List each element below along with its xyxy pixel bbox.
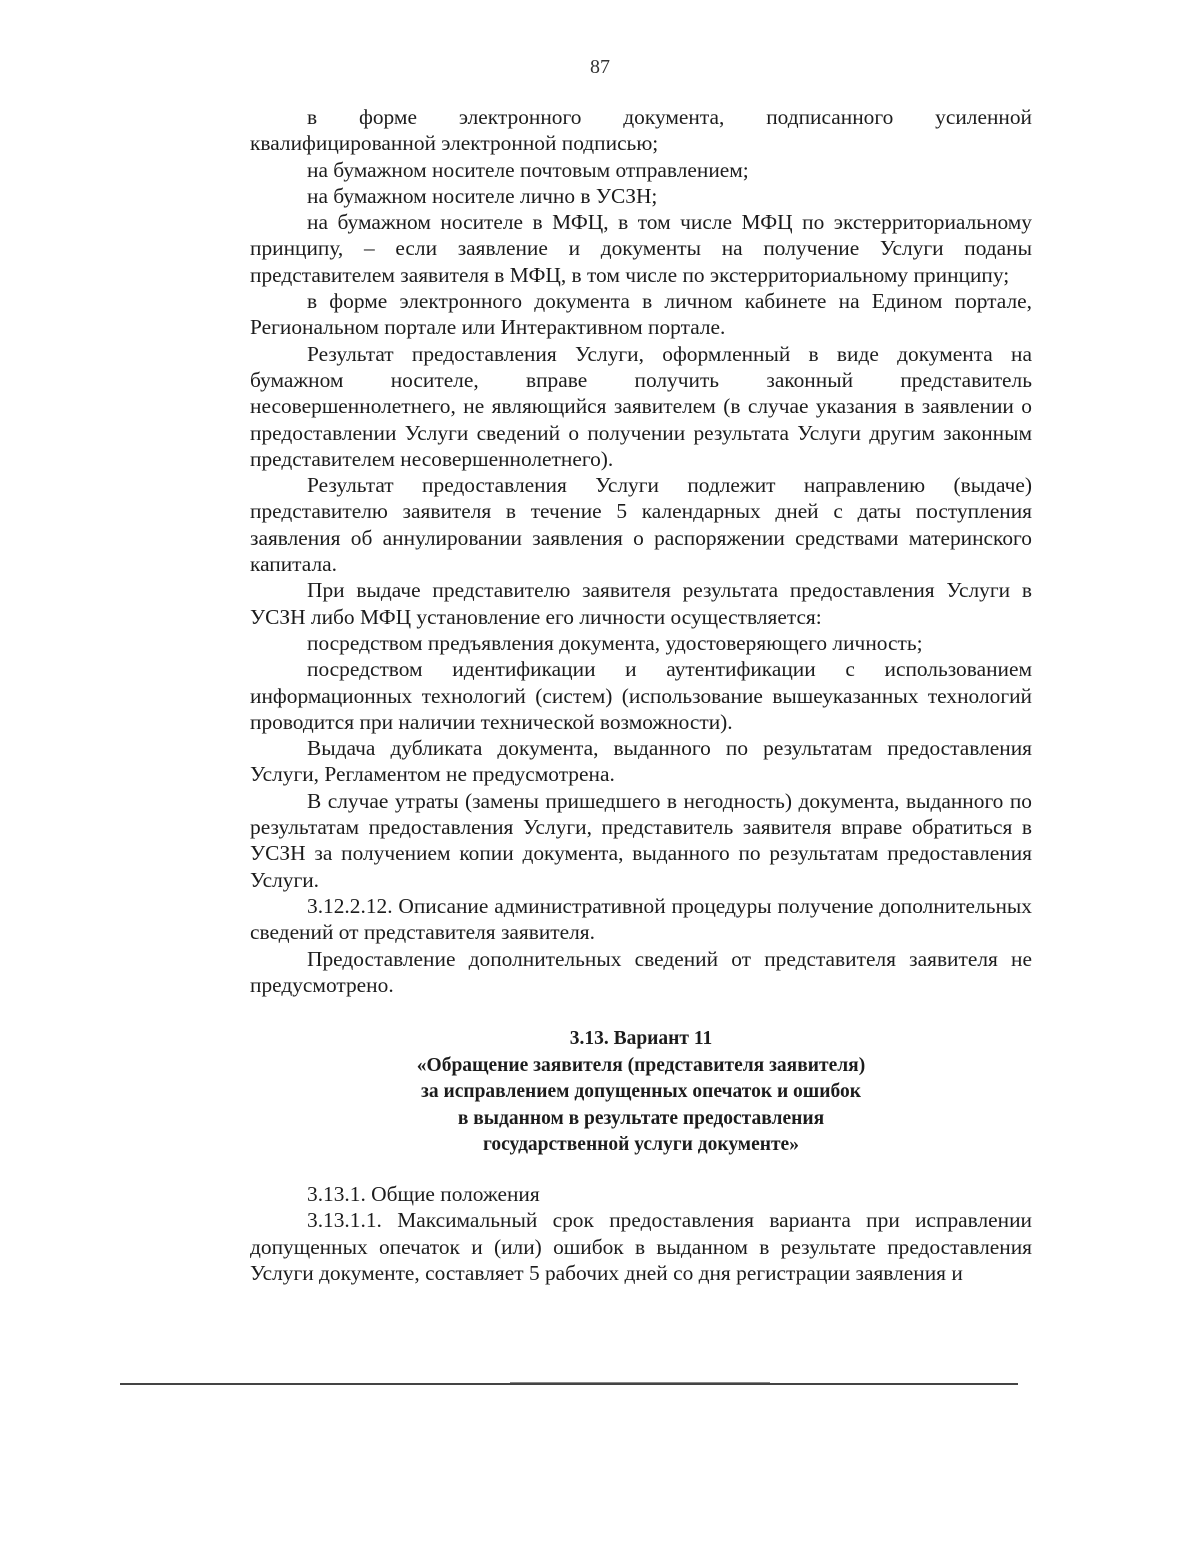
section-heading-title-line: в выданном в результате предоставления xyxy=(457,1107,825,1129)
paragraph: 3.12.2.12. Описание административной процедуры получение дополнительных сведений от представителя заявителя. xyxy=(250,893,1032,945)
page-number: 87 xyxy=(590,56,610,78)
paragraph: посредством идентификации и аутентификации с использованием информационных технологий (систем) (использование вышеуказанных технологий проводится при наличии технической возможности). xyxy=(250,657,1032,734)
section-heading xyxy=(250,1026,1032,1159)
paragraph: Предоставление дополнительных сведений от представителя заявителя не предусмотрено. xyxy=(250,946,1032,997)
paragraph: 3.13.1.1. Максимальный срок предоставления варианта при исправлении допущенных опечаток и (или) ошибок в выданном в результате предоставления Услуги документе, составляет 5 рабочих дней со дня регистрации заявления и xyxy=(250,1208,1032,1285)
paragraph: Результат предоставления Услуги, оформленный в виде документа на бумажном носителе, вправе получить законный представитель несовершеннолетнего, не являющийся заявителем (в случае указания в заявлении о предоставлении Услуги сведений о получении результата Услуги другим законным представителем несовершеннолетнего). xyxy=(250,341,1032,471)
paragraph: Выдача дубликата документа, выданного по результатам предоставления Услуги, Регламентом не предусмотрена. xyxy=(250,736,1032,787)
paragraph: В случае утраты (замены пришедшего в негодность) документа, выданного по результатам предоставления Услуги, представитель заявителя вправе обратиться в УСЗН за получением копии документа, выданного по результатам предоставления Услуги. xyxy=(250,788,1032,892)
footer-divider xyxy=(120,1383,1018,1385)
paragraph: на бумажном носителе лично в УСЗН; xyxy=(307,183,658,208)
paragraph: 3.13.1. Общие положения xyxy=(307,1182,540,1206)
paragraph: При выдаче представителю заявителя результата предоставления Услуги в УСЗН либо МФЦ установление его личности осуществляется: xyxy=(250,578,1032,629)
section-heading-number: 3.13. Вариант 11 xyxy=(569,1028,713,1049)
paragraph: Результат предоставления Услуги подлежит направлению (выдаче) представителю заявителя в течение 5 календарных дней с даты поступления заявления об аннулировании заявления о распоряжении средствами материнского капитала. xyxy=(250,473,1032,577)
paragraph: в форме электронного документа в личном кабинете на Едином портале, Региональном портале или Интерактивном портале. xyxy=(250,289,1032,340)
section-heading-title-line: государственной услуги документе» xyxy=(483,1134,799,1155)
section-heading-title-line: за исправлением допущенных опечаток и ошибок xyxy=(421,1081,861,1102)
paragraph: на бумажном носителе почтовым отправлением; xyxy=(307,157,749,182)
paragraph: в форме электронного документа, подписанного усиленной квалифицированной электронной подписью; xyxy=(250,105,1032,156)
paragraph: на бумажном носителе в МФЦ, в том числе МФЦ по экстерриториальному принципу, – если заявление и документы на получение Услуги поданы представителем заявителя в МФЦ, в том числе по экстерриториальному принципу; xyxy=(250,210,1032,287)
paragraph: посредством предъявления документа, удостоверяющего личность; xyxy=(307,630,923,655)
document-body-top xyxy=(250,104,1032,998)
section-heading-title-line: «Обращение заявителя (представителя заявителя) xyxy=(416,1054,866,1076)
document-body-bottom xyxy=(250,1181,1032,1286)
